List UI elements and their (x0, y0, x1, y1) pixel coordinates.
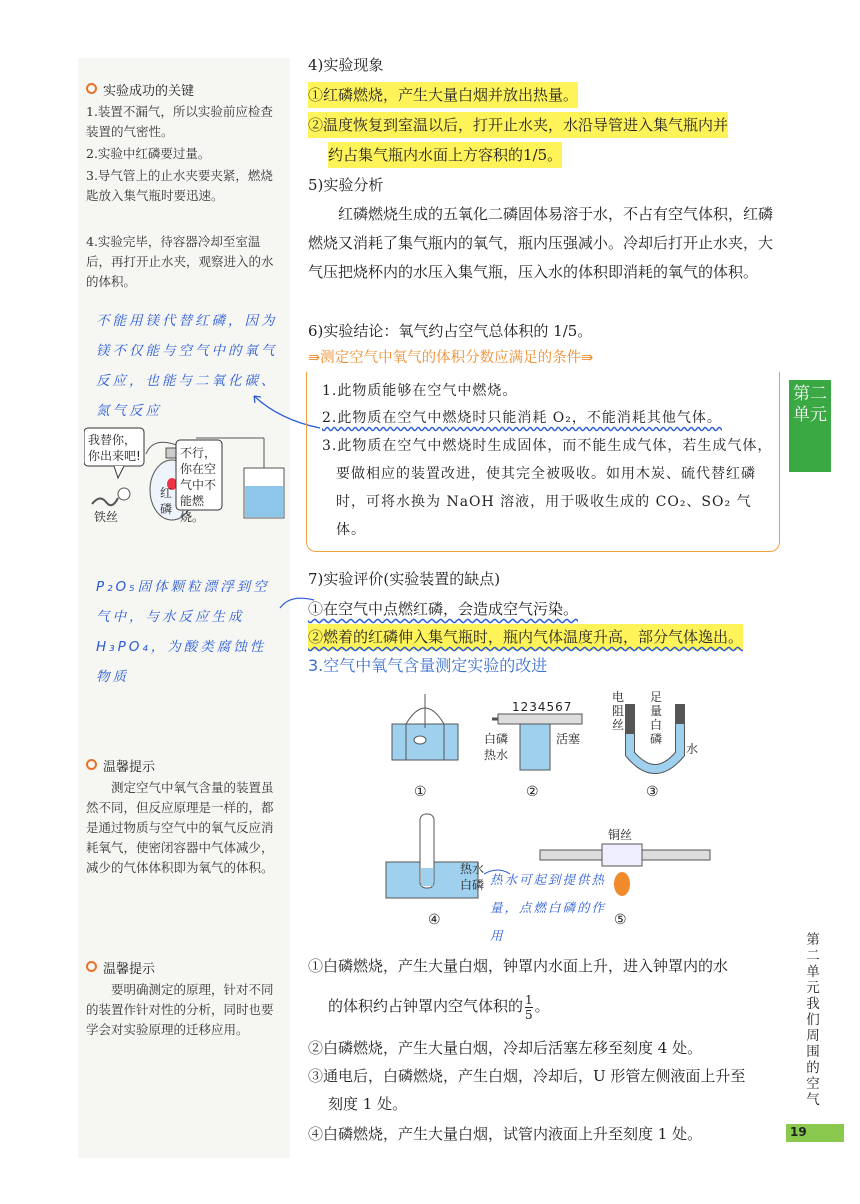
section-6-heading: 6)实验结论：氧气约占空气总体积的 1/5。 (308, 322, 593, 340)
fig3-label-s1: 足 (650, 690, 663, 704)
tip2-heading: 温馨提示 (86, 958, 155, 977)
fig3-label-s2: 量 (650, 704, 663, 718)
fig-number-1: ① (414, 784, 427, 800)
evaluation-2: ②燃着的红磷伸入集气瓶时，瓶内气体温度升高，部分气体逸出。 (308, 624, 743, 650)
result-3b: 刻度 1 处。 (328, 1095, 408, 1113)
fig-number-5: ⑤ (614, 912, 627, 928)
condition-2: 2.此物质在空气中燃烧时只能消耗 O₂，不能消耗其他气体。 (322, 410, 722, 426)
page-number: 19 (790, 1125, 807, 1139)
fig-number-3: ③ (646, 784, 659, 800)
section-4-heading: 4)实验现象 (308, 56, 384, 74)
tip1-heading: 温馨提示 (86, 756, 155, 775)
fig3-label-s4: 磷 (650, 732, 663, 746)
key-item-3: 3.导气管上的止水夹要夹紧，燃烧匙放入集气瓶时要迅速。 (86, 168, 273, 203)
conditions-title: ⇛测定空气中氧气的体积分数应满足的条件⇛ (308, 350, 594, 366)
fig3-label-e3: 丝 (612, 718, 625, 732)
fraction: $\frac{1}{5}$ (525, 992, 533, 1022)
section-5-heading: 5)实验分析 (308, 176, 384, 194)
result-1a: ①白磷燃烧，产生大量白烟，钟罩内水面上升，进入钟罩内的水 (308, 957, 729, 975)
section-3-heading: 3.空气中氧气含量测定实验的改进 (308, 656, 548, 675)
fig2-label-hot-water: 热水 (484, 748, 509, 762)
handwritten-note-mg: 不能用镁代替红磷，因为镁不仅能与空气中的氧气反应，也能与二氧化碳、氮气反应 (96, 313, 278, 419)
cartoon-label-p2: 磷 (160, 502, 173, 516)
bullet-icon (86, 83, 97, 94)
fig-number-4: ④ (428, 912, 441, 928)
cartoon-speech-left: 我替你，你出来吧! (88, 433, 141, 463)
evaluation-1: ①在空气中点燃红磷，会造成空气污染。 (308, 600, 579, 618)
result-1b: 的体积约占钟罩内空气体积的 $\frac{1}{5}$ 。 (328, 992, 550, 1022)
vertical-unit-title: 第二单元 我们周围的空气 (806, 932, 834, 1108)
fig5-label-copper: 铜丝 (608, 828, 633, 842)
fig3-label-e1: 电 (612, 690, 625, 704)
bullet-icon (86, 759, 97, 770)
cartoon-speech-right: 不行，你在空气中不能燃烧。 (180, 446, 217, 524)
key-heading: 实验成功的关键 (86, 80, 194, 99)
fig3-label-s3: 白 (650, 718, 663, 732)
result-3a: ③通电后，白磷燃烧，产生白烟，冷却后，U 形管左侧液面上升至 (308, 1067, 746, 1085)
handwritten-note-p2o5: P₂O₅固体颗粒漂浮到空气中，与水反应生成H₃PO₄，为酸类腐蚀性物质 (96, 579, 270, 685)
key-item-1: 1.装置不漏气，所以实验前应检查装置的气密性。 (86, 104, 273, 139)
fig-number-2: ② (526, 784, 539, 800)
fig3-label-water: 水 (686, 742, 699, 756)
observation-2b: 约占集气瓶内水面上方容积的1/5。 (328, 142, 562, 168)
tip1-text: 测定空气中氧气含量的装置虽然不同，但反应原理是一样的，都是通过物质与空气中的氧气反应消耗氧气，使密闭容器中气体减少，减少的气体体积即为氧气的体积。 (86, 780, 274, 875)
condition-1: 1.此物质能够在空气中燃烧。 (322, 383, 518, 399)
result-4: ④白磷燃烧，产生大量白烟，试管内液面上升至刻度 1 处。 (308, 1125, 703, 1143)
fig4-label-white-p: 白磷 (460, 878, 485, 892)
key-item-4: 4.实验完毕，待容器冷却至室温后，再打开止水夹，观察进入的水的体积。 (86, 234, 274, 289)
fig2-scale: 1234567 (512, 700, 573, 714)
result-2: ②白磷燃烧，产生大量白烟，冷却后活塞左移至刻度 4 处。 (308, 1039, 703, 1057)
fig3-label-e2: 阻 (612, 704, 625, 718)
bullet-icon (86, 961, 97, 972)
observation-2a: ②温度恢复到室温以后，打开止水夹，水沿导管进入集气瓶内并 (308, 112, 728, 138)
handwritten-note-hot-water: 热水可起到提供热量，点燃白磷的作用 (490, 872, 607, 943)
key-item-2: 2.实验中红磷要过量。 (86, 146, 211, 161)
observation-1: ①红磷燃烧，产生大量白烟并放出热量。 (308, 82, 578, 108)
fig2-label-white-p: 白磷 (484, 732, 509, 746)
fig4-label-hot-water: 热水 (460, 862, 485, 876)
tip2-text: 要明确测定的原理，针对不同的装置作针对性的分析，同时也要学会对实验原理的迁移应用。 (86, 982, 274, 1037)
condition-3: 3.此物质在空气中燃烧时生成固体，而不能生成气体，若生成气体，要做相应的装置改进，使其完全被吸收。如用木炭、硫代替红磷时，可将水换为 NaOH 溶液，用于吸收生成的 CO₂、SO₂ 气体。 (322, 438, 773, 538)
cartoon-label-wire: 铁丝 (94, 510, 119, 524)
fig2-label-piston: 活塞 (556, 732, 581, 746)
section-7-heading: 7)实验评价(实验装置的缺点) (308, 570, 501, 588)
analysis-paragraph: 红磷燃烧生成的五氧化二磷固体易溶于水，不占有空气体积，红磷燃烧又消耗了集气瓶内的氧气，瓶内压强减小。冷却后打开止水夹，大气压把烧杯内的水压入集气瓶，压入水的体积即消耗的氧气的体积。 (308, 205, 774, 281)
cartoon-label-p1: 红 (160, 486, 173, 500)
unit-tab: 第二 单元 (789, 380, 831, 472)
